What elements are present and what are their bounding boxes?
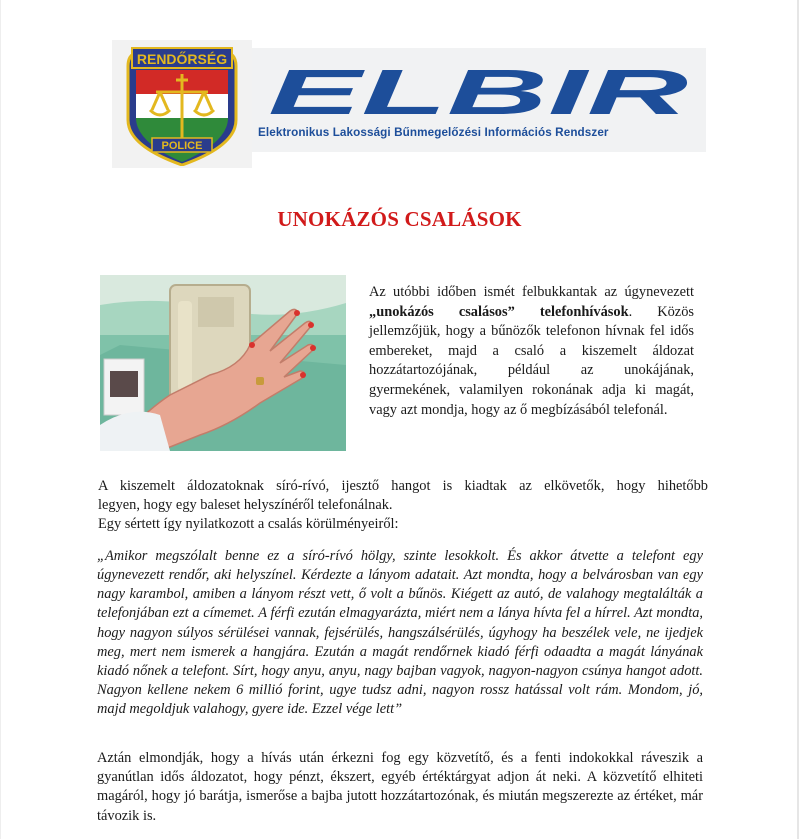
intro-paragraph [369,283,694,420]
document-header [112,40,706,168]
body-paragraph-line: Egy sértett így nyilatkozott a csalás körülményeiről: [98,516,399,533]
intro-text-end: . Közös jellemzőjük, hogy a bűnözők telefonon hívnak fel idős embereket, majd a csaló a kiszemelt áldozat hozzátartozójának, például az unokájának, gyermekének, valamilyen rokonának adja ki magát, vagy azt mondja, hogy az ő megbízásából telefonál. [369,303,694,418]
badge-top-text: RENDŐRSÉG [136,51,228,67]
intro-text-start: Az utóbbi időben ismét felbukkantak az úgynevezett [369,284,694,300]
illustration-photo [100,275,346,451]
intro-bold-phrase: „unokázós csalásos” telefonhívások [369,303,629,320]
body-paragraph [98,477,708,535]
police-badge-frame [112,40,252,168]
elbir-logo-caption: Elektronikus Lakossági Bűnmegelőzési Információs Rendszer [258,126,609,139]
elbir-logo-text: ELBIR [268,56,688,128]
victim-quote: „Amikor megszólalt benne ez a síró-rívó hölgy, szinte lesokkolt. És akkor átvette a telefont egy úgynevezett rendőr, aki helyszínel. Kérdezte a lányom adatait. Azt mondta, hogy a belvárosban van egy nagy karambol, amiben a lányom részt vett, ő volt a bűnös. Kiégett az autó, de valahogy megtalálták a telefonjában ezt a címemet. A férfi ezután elmagyarázta, miért nem a lánya hívta fel a hírrel. Azt mondta, hogy nagyon súlyos sérülései vannak, fejsérülés, hangszálsérülés, úgyhogy ha beszélek vele, ne ijedjek meg, mert nem ismerek a hangjára. Ezután a magát rendőrnek kiadó férfi odaadta a magát lányának kiadó nőnek a telefont. Sírt, hogy anyu, anyu, nagy bajban vagyok, nagyon-nagyon csúnya hangot adott. Nagyon kellene nekem 6 millió forint, ugye tudsz adni, nagyon rossz hatással volt rám. Mondom, jó, majd megoldjuk valahogy, gyere ide. Ezzel vége lett” [97,548,703,718]
hand-on-phone-image [100,275,346,451]
elbir-logo-banner [252,48,706,152]
police-badge-icon [120,44,244,166]
body-paragraph-line: A kiszemelt áldozatoknak síró-rívó, ijesztő hangot is kiadtak az elkövetők, hogy hihetőbb [98,478,708,494]
document-title: UNOKÁZÓS CSALÁSOK [277,207,522,231]
badge-bottom-text: POLICE [161,140,203,152]
body-paragraph-line: legyen, hogy egy baleset helyszínéről telefonálnak. [98,497,393,514]
page-edge [0,0,1,839]
closing-paragraph: Aztán elmondják, hogy a hívás után érkezni fog egy közvetítő, és a fenti indokokkal ráveszik a gyanútlan idős áldozatot, hogy pénzt, ékszert, egyéb értéktárgyat adjon át neki. A közvetítő elhiteti magáról, hogy jó barátja, ismerőse a bajba jutott hozzátartozónak, és miután megszerezte az értéket, már távozik is. [97,750,703,824]
